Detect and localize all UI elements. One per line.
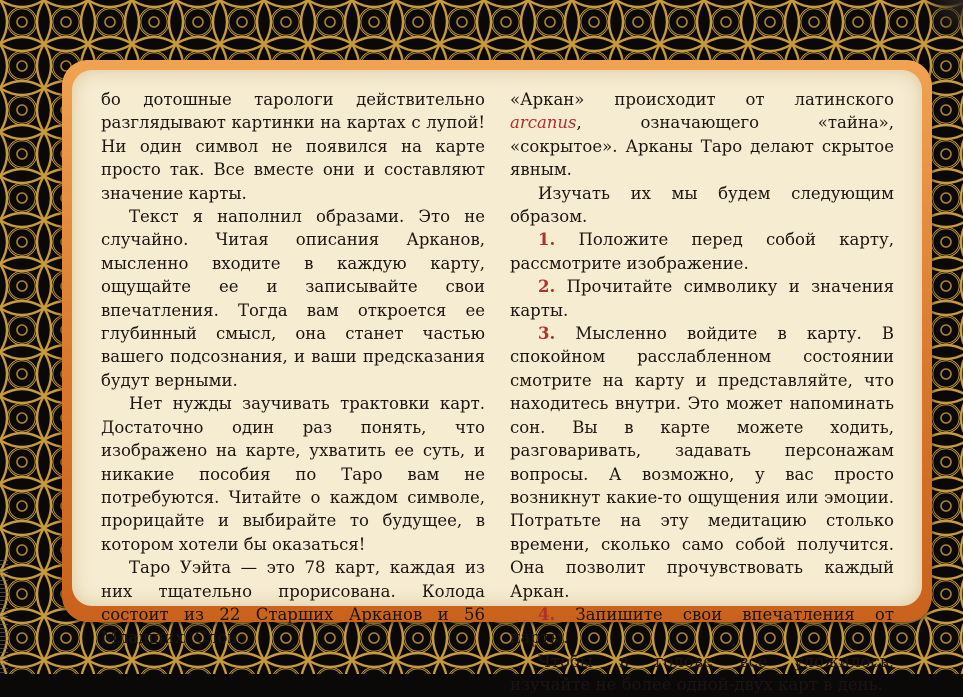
text-fragment: , означающего «тайна», «сокрытое». Арканы Таро делают скрытое явным. <box>510 113 894 180</box>
right-text-column <box>510 88 894 697</box>
step-number: 1. <box>538 230 556 250</box>
left-text-column <box>101 88 485 650</box>
step-text: Мысленно войдите в карту. В спокойном расслабленном состоянии смотрите на карту и представляйте, что находитесь внутри. Это может напоминать сон. Вы в карте можете ходить, разговаривать, задавать персонажам вопросы. А возможно, у вас просто возникнут какие-то ощущения или эмоции. Потратьте на эту медитацию столько времени, сколько само собой получится. Она позволит прочувствовать каждый Аркан. <box>510 324 894 601</box>
latin-term: arcanus <box>510 113 577 133</box>
step-number: 3. <box>538 324 556 344</box>
step-item <box>510 603 894 650</box>
step-item <box>510 275 894 322</box>
step-item <box>510 228 894 275</box>
text-fragment: «Аркан» происходит от латинского <box>510 90 894 109</box>
page-spine-edge <box>0 560 8 674</box>
paragraph: Таро Уэйта — это 78 карт, каждая из них тщательно прорисована. Колода состоит из 22 Старших Арканов и 56 Младших. Слово <box>101 558 485 648</box>
paragraph: Чтобы в голове все уложилось, изучайте не более одной-двух карт в день. <box>510 651 894 695</box>
paragraph <box>510 88 894 182</box>
step-number: 2. <box>538 277 556 297</box>
paragraph: Изучать их мы будем следующим образом. <box>510 183 894 227</box>
step-text: Запишите свои впечатления от карты. <box>510 604 894 648</box>
step-item <box>510 322 894 603</box>
paragraph: Нет нужды заучивать трактовки карт. Достаточно один раз понять, что изображено на карте, ухватить ее суть, и никакие пособия по Таро вам не потребуются. Читайте о каждом символе, прорицайте и выбирайте то будущее, в котором хотели бы оказаться! <box>101 394 485 554</box>
paragraph: Текст я наполнил образами. Это не случайно. Читая описания Арканов, мысленно входите в каждую карту, ощущайте ее и записывайте свои впечатления. Тогда вам откроется ее глубинный смысл, она станет частью вашего подсознания, и ваши предсказания будут верными. <box>101 207 485 390</box>
step-number: 4. <box>538 604 556 624</box>
step-text: Положите перед собой карту, рассмотрите изображение. <box>510 230 894 273</box>
paragraph: бо дотошные тарологи действительно разглядывают картинки на картах с лупой! Ни один символ не появился на карте просто так. Все вместе они и составляют значение карты. <box>101 90 485 203</box>
step-text: Прочитайте символику и значения карты. <box>510 277 894 320</box>
page-corner-shadow <box>923 0 963 40</box>
